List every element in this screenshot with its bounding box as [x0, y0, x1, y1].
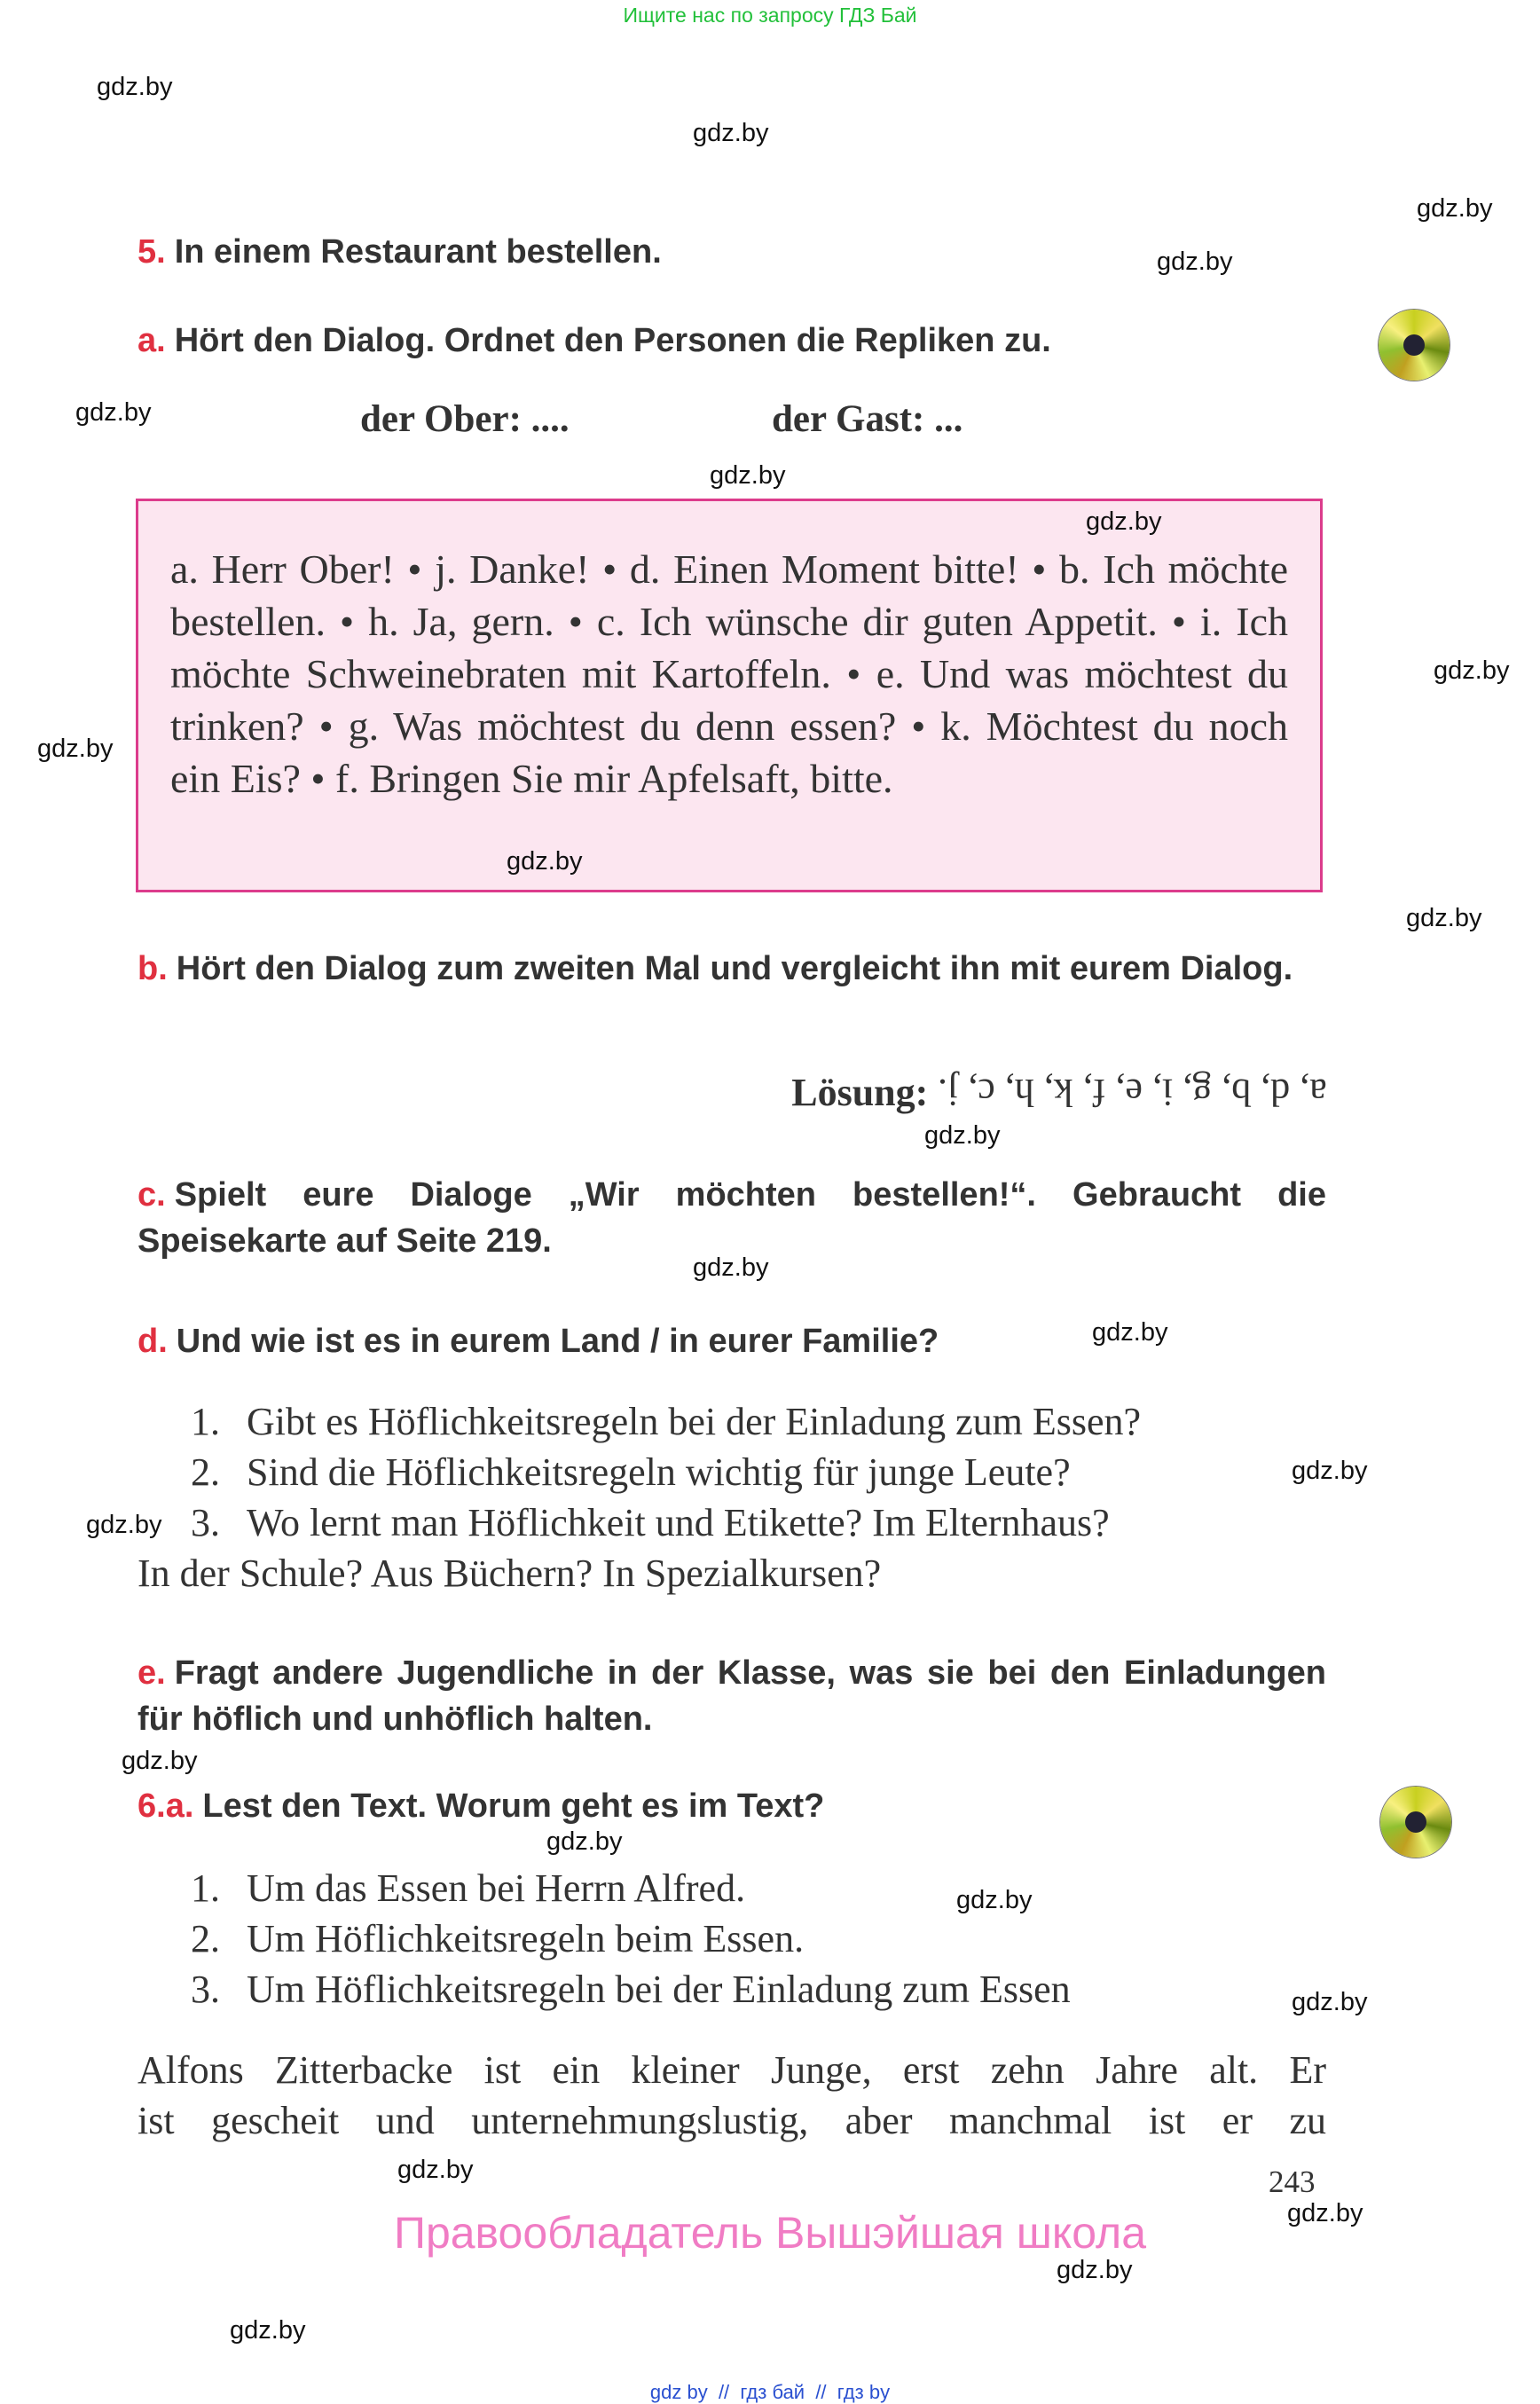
task-e: e. Fragt andere Jugendliche in der Klasse, was sie bei den Einladungen für höflich und unhöflich halten. — [138, 1654, 1326, 1738]
watermark: gdz.by — [1434, 656, 1510, 685]
audio-cd-icon[interactable] — [1380, 1787, 1451, 1858]
watermark: gdz.by — [1292, 1988, 1368, 2016]
watermark: gdz.by — [230, 2316, 306, 2345]
watermark: gdz.by — [1057, 2256, 1133, 2284]
watermark: gdz.by — [693, 1253, 769, 1282]
list-item: 1. Um das Essen bei Herrn Alfred. — [191, 1866, 746, 1910]
list-d — [138, 1396, 1326, 1599]
watermark: gdz.by — [75, 398, 152, 427]
list-item: 2. Um Höflichkeitsregeln beim Essen. — [191, 1917, 805, 1960]
task-d: d. Und wie ist es in eurem Land / in eurer Familie? — [138, 1323, 939, 1360]
watermark: gdz.by — [693, 119, 769, 147]
audio-cd-icon[interactable] — [1379, 310, 1450, 381]
watermark: gdz.by — [1086, 507, 1162, 536]
watermark: gdz.by — [956, 1886, 1033, 1914]
role-ober: der Ober: .... — [360, 398, 570, 440]
task-6a: 6.a. Lest den Text. Worum geht es im Text? — [138, 1787, 825, 1825]
watermark: gdz.by — [507, 847, 583, 876]
watermark: gdz.by — [924, 1121, 1001, 1150]
page-number: 243 — [1269, 2164, 1316, 2199]
list-6a — [138, 1863, 1326, 2015]
watermark: gdz.by — [1292, 1457, 1368, 1485]
watermark: gdz.by — [1157, 247, 1233, 276]
watermark: gdz.by — [37, 735, 114, 763]
watermark: gdz.by — [97, 73, 173, 101]
task-c: c. Spielt eure Dialoge „Wir möchten bestellen!“. Gebraucht die Speisekarte auf Seite 219. — [138, 1176, 1326, 1260]
text-line: Alfons Zitterbacke ist ein kleiner Junge, erst zehn Jahre alt. Er — [138, 2048, 1326, 2092]
watermark: gdz.by — [1417, 194, 1493, 223]
watermark: gdz.by — [1287, 2199, 1363, 2227]
role-gast: der Gast: ... — [772, 398, 963, 440]
task-b: b. Hört den Dialog zum zweiten Mal und vergleicht ihn mit eurem Dialog. — [138, 950, 1293, 987]
watermark: gdz.by — [1092, 1318, 1168, 1347]
watermark: gdz.by — [546, 1827, 623, 1856]
list-item: 3. Um Höflichkeitsregeln bei der Einladung zum Essen — [191, 1968, 1071, 2011]
solution-upside-down: a, d, b, g, i, e, f, k, h, c, j. — [938, 1071, 1327, 1114]
top-search-link[interactable]: Ищите нас по запросу ГДЗ Бай — [623, 4, 917, 27]
replies-text: a. Herr Ober! • j. Danke! • d. Einen Moment bitte! • b. Ich möchte bestellen. • h. Ja, gern. • c. Ich wünsche dir guten Appetit. • i. Ich möchte Schweinebraten mit Kartoffeln. • e. Und was möchtest du trinken? • g. Was möchtest du denn essen? • k. Möchtest du noch ein Eis? • f. Bringen Sie mir Apfelsaft, bitte. — [170, 546, 1288, 801]
watermark: gdz.by — [397, 2156, 474, 2184]
list-item: 2. Sind die Höflichkeitsregeln wichtig für junge Leute? — [191, 1450, 1071, 1494]
solution: Lösung: a, d, b, g, i, e, f, k, h, c, j. — [791, 1071, 1327, 1114]
replies-box — [136, 499, 1323, 892]
list-item-continuation: In der Schule? Aus Büchern? In Spezialkursen? — [138, 1552, 882, 1595]
list-item: 3. Wo lernt man Höflichkeit und Etikette? Im Elternhaus? — [191, 1501, 1110, 1544]
copyright-owner: Правообладатель Вышэйшая школа — [394, 2208, 1146, 2258]
list-item: 1. Gibt es Höflichkeitsregeln bei der Einladung zum Essen? — [191, 1400, 1142, 1443]
text-line: ist gescheit und unternehmungslustig, aber manchmal ist er zu — [138, 2099, 1326, 2142]
task-a: a. Hört den Dialog. Ordnet den Personen die Repliken zu. — [138, 322, 1051, 359]
watermark: gdz.by — [86, 1511, 162, 1539]
task-5-heading: 5. In einem Restaurant bestellen. — [138, 233, 662, 271]
bottom-links[interactable]: gdz by // гдз бай // гдз by — [649, 2381, 891, 2403]
watermark: gdz.by — [122, 1747, 198, 1775]
watermark: gdz.by — [710, 461, 786, 490]
watermark: gdz.by — [1406, 904, 1482, 932]
